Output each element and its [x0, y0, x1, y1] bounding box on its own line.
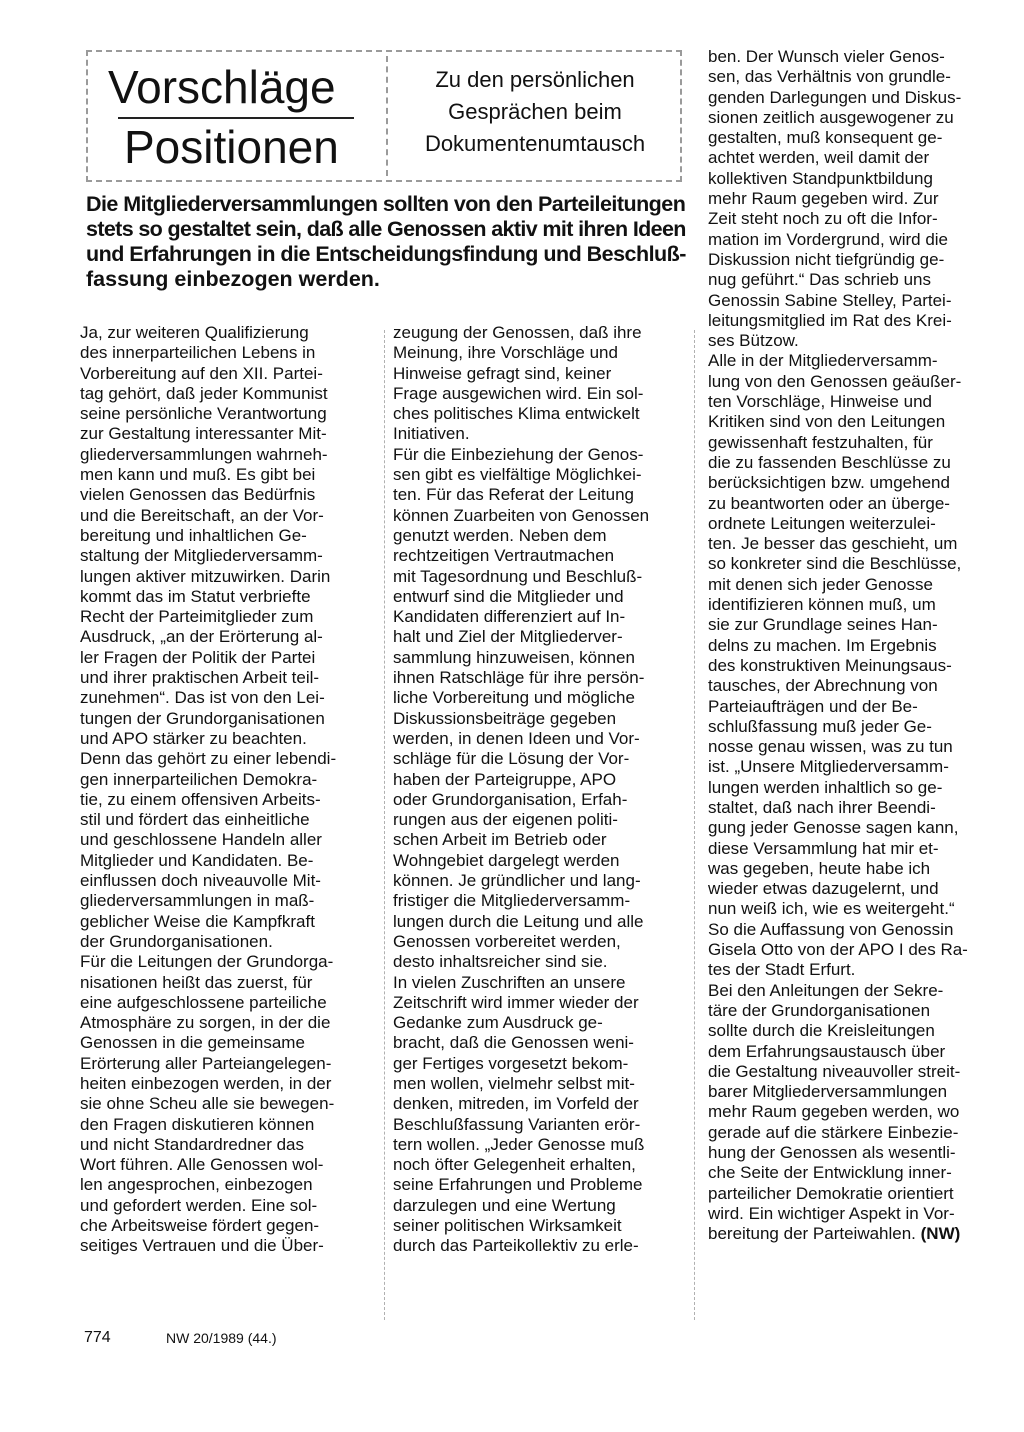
text-line: Hinweise gefragt sind, keiner [393, 363, 612, 383]
text-line: Recht der Parteimitglieder zum [80, 607, 314, 627]
text-line: denken, mitreden, im Vorfeld der [393, 1094, 639, 1114]
text-line: und nicht Standardredner das [80, 1134, 304, 1154]
text-line: hung der Genossen als wesentli- [708, 1143, 956, 1163]
text-line: und gefordert werden. Eine sol- [80, 1195, 318, 1215]
text-line: zunehmen“. Das ist von den Lei- [80, 688, 325, 708]
text-line: Diskussionsbeiträge gegeben [393, 708, 617, 728]
text-line: haben der Parteigruppe, APO [393, 769, 617, 789]
text-line: mehr Raum gegeben wird. Zur [708, 189, 939, 209]
text-line: In vielen Zuschriften an unsere [393, 972, 626, 992]
text-line: ses Bützow. [708, 331, 799, 351]
text-line: durch das Parteikollektiv zu erle- [393, 1236, 639, 1256]
text-line: liche Vorbereitung und mögliche [393, 688, 635, 708]
subtitle [390, 64, 680, 160]
text-line: zu beantworten oder an überge- [708, 493, 950, 513]
text-line: Initiativen. [393, 424, 470, 444]
text-line: lungen aktiver mitzuwirken. Darin [80, 566, 331, 586]
text-line: nosse genau wissen, was zu tun [708, 737, 953, 757]
text-line: Gisela Otto von der APO I des Ra- [708, 940, 968, 960]
text-line: ihnen Ratschläge für ihre persön- [393, 668, 645, 688]
text-line: len angesprochen, einbezogen [80, 1175, 313, 1195]
text-line: schen Arbeit im Betrieb oder [393, 830, 607, 850]
text-line: wird. Ein wichtiger Aspekt in Vor- [708, 1203, 955, 1223]
text-line: seiner politischen Wirksamkeit [393, 1216, 622, 1236]
text-line: können. Je gründlicher und lang- [393, 871, 641, 891]
text-line: lungen durch die Leitung und alle [393, 911, 644, 931]
text-line: Genossin Sabine Stelley, Partei- [708, 290, 952, 310]
text-line: Für die Leitungen der Grundorga- [80, 952, 334, 972]
text-line: gerade auf die stärkere Einbezie- [708, 1122, 959, 1142]
text-line: können Zuarbeiten von Genossen [393, 505, 650, 525]
text-line: nug geführt.“ Das schrieb uns [708, 270, 932, 290]
text-line: Vorbereitung auf den XII. Partei- [80, 363, 323, 383]
text-line: so konkreter sind die Beschlüsse, [708, 554, 962, 574]
subtitle-line: Gesprächen beim [448, 99, 622, 124]
text-line: lungen werden inhaltlich so ge- [708, 777, 943, 797]
text-line: tern wollen. „Jeder Genosse muß [393, 1134, 645, 1154]
text-line: ten. Für das Referat der Leitung [393, 485, 634, 505]
text-line: einflussen doch niveauvolle Mit- [80, 871, 321, 891]
title-rule [118, 117, 354, 119]
text-line: Zeit steht noch zu oft die Infor- [708, 209, 938, 229]
text-line: mit denen sich jeder Genosse [708, 574, 933, 594]
text-line: zeugung der Genossen, daß ihre [393, 323, 642, 342]
text-line: achtet werden, weil damit der [708, 148, 930, 168]
text-line: sammlung hinzuweisen, können [393, 647, 635, 667]
text-line: was gegeben, heute habe ich [708, 858, 931, 878]
column-1 [80, 323, 375, 1257]
text-line: Genossen in die gemeinsame [80, 1033, 305, 1053]
text-line: lung von den Genossen geäußer- [708, 371, 962, 391]
text-line: Parteiaufträgen und der Be- [708, 696, 918, 716]
text-line: eine aufgeschlossene parteiliche [80, 992, 327, 1012]
text-line: ches politisches Klima entwickelt [393, 404, 640, 424]
column-rule-2 [694, 330, 695, 1320]
text-line: delns zu machen. Im Ergebnis [708, 635, 937, 655]
text-line: rungen aus der eigenen politi- [393, 810, 618, 830]
text-line: Denn das gehört zu einer lebendi- [80, 749, 337, 769]
text-line: ordnete Leitungen weiterzulei- [708, 513, 936, 533]
text-line: seitiges Vertrauen und die Über- [80, 1236, 324, 1256]
text-line: Erörterung aller Parteiangelegen- [80, 1053, 332, 1073]
text-line: staltung der Mitgliederversamm- [80, 546, 323, 566]
text-line: ist. „Unsere Mitgliederversamm- [708, 757, 949, 777]
text-line: mehr Raum gegeben werden, wo [708, 1102, 960, 1122]
text-line: bracht, daß die Genossen weni- [393, 1033, 634, 1053]
text-line: rechtzeitigen Vertrautmachen [393, 546, 615, 566]
text-line: berücksichtigen bzw. umgehend [708, 473, 950, 493]
text-line: und geschlossene Handeln aller [80, 830, 322, 850]
text-line: bereitung und inhaltlichen Ge- [80, 525, 307, 545]
title-line-2: Positionen [124, 121, 339, 173]
subtitle-line: Zu den persönlichen [435, 67, 635, 92]
text-line: gewissenhaft festzuhalten, für [708, 432, 933, 452]
text-line: barer Mitgliederversammlungen [708, 1082, 948, 1102]
text-line: sionen zeitlich ausgewogener zu [708, 107, 954, 127]
text-line: und ihrer praktischen Arbeit teil- [80, 668, 320, 688]
text-line: und APO stärker zu beachten. [80, 728, 307, 748]
text-line: des konstruktiven Meinungsaus- [708, 655, 952, 675]
column-2 [393, 323, 685, 1257]
text-line: parteilicher Demokratie orientiert [708, 1183, 954, 1203]
text-line: seine persönliche Verantwortung [80, 404, 327, 424]
text-line: Zeitschrift wird immer wieder der [393, 992, 639, 1012]
text-line: gestalten, muß konsequent ge- [708, 128, 943, 148]
text-line: Atmosphäre zu sorgen, in der die [80, 1013, 331, 1033]
text-line: kommt das im Statut verbriefte [80, 586, 311, 606]
text-line: halt und Ziel der Mitgliederver- [393, 627, 623, 647]
text-line: men wollen, vielmehr selbst mit- [393, 1073, 635, 1093]
text-line: nun weiß ich, wie es weitergeht.“ [708, 899, 955, 919]
text-line: genutzt werden. Neben dem [393, 525, 607, 545]
text-line: kollektiven Standpunktbildung [708, 168, 933, 188]
text-line: men kann und muß. Es gibt bei [80, 465, 316, 485]
text-line: diese Versammlung hat mir et- [708, 838, 939, 858]
text-line: Diskussion nicht tiefgründig ge- [708, 249, 945, 269]
text-line: der Grundorganisationen. [80, 931, 273, 951]
text-line: werden, in denen Ideen und Vor- [393, 728, 640, 748]
column-3 [708, 47, 998, 1245]
text-line: noch öfter Gelegenheit erhalten, [393, 1155, 636, 1175]
text-line: schläge für die Lösung der Vor- [393, 749, 630, 769]
text-line: sen gibt es vielfältige Möglichkei- [393, 465, 642, 485]
text-line: Für die Einbeziehung der Genos- [393, 444, 644, 464]
text-line: Meinung, ihre Vorschläge und [393, 343, 618, 363]
text-line: Ausdruck, „an der Erörterung al- [80, 627, 323, 647]
text-line: sollte durch die Kreisleitungen [708, 1021, 935, 1041]
text-line: bereitung der Parteiwahlen. (NW) [708, 1224, 961, 1244]
text-line: entwurf sind die Mitglieder und [393, 586, 624, 606]
title-block [88, 52, 388, 180]
text-line: nisationen heißt das zuerst, für [80, 972, 313, 992]
title-divider [386, 56, 388, 176]
text-line: Beschlußfassung Varianten erör- [393, 1114, 641, 1134]
title-box [86, 50, 682, 182]
text-line: gliederversammlungen wahrneh- [80, 444, 328, 464]
text-line: tes der Stadt Erfurt. [708, 960, 856, 980]
text-line: ler Fragen der Politik der Partei [80, 647, 316, 667]
text-line: Frage ausgewichen wird. Ein sol- [393, 383, 644, 403]
text-line: und die Bereitschaft, an der Vor- [80, 505, 324, 525]
text-line: Alle in der Mitgliederversamm- [708, 351, 938, 371]
text-line: des innerparteilichen Lebens in [80, 343, 316, 363]
text-line: Wohngebiet dargelegt werden [393, 850, 620, 870]
text-line: che Arbeitsweise fördert gegen- [80, 1216, 320, 1236]
text-line: oder Grundorganisation, Erfah- [393, 789, 628, 809]
text-line: dem Erfahrungsaustausch über [708, 1041, 946, 1061]
text-line: Mitglieder und Kandidaten. Be- [80, 850, 314, 870]
text-line: die zu fassenden Beschlüsse zu [708, 452, 951, 472]
text-line: So die Auffassung von Genossin [708, 919, 954, 939]
text-line: die Gestaltung niveauvoller streit- [708, 1061, 961, 1081]
text-line: che Seite der Entwicklung inner- [708, 1163, 952, 1183]
text-line: tungen der Grundorganisationen [80, 708, 325, 728]
page-number: 774 [84, 1329, 111, 1346]
text-line: schlußfassung muß jeder Ge- [708, 716, 932, 736]
text-line: Wort führen. Alle Genossen wol- [80, 1155, 324, 1175]
text-line: gliederversammlungen in maß- [80, 891, 315, 911]
subtitle-line: Dokumentenumtausch [424, 131, 646, 156]
lead-line: stets so gestaltet sein, daß alle Genossen aktiv mit ihren Ideen [86, 217, 686, 241]
text-line: vielen Genossen das Bedürfnis [80, 485, 316, 505]
title-line-1: Vorschläge [108, 61, 336, 113]
text-line: ten Vorschläge, Hinweise und [708, 392, 932, 412]
text-line: desto inhaltsreicher sind sie. [393, 952, 608, 972]
text-line: mit Tagesordnung und Beschluß- [393, 566, 643, 586]
text-line: Kandidaten differenziert auf In- [393, 607, 626, 627]
text-line: staltet, daß nach ihrer Beendi- [708, 797, 936, 817]
text-line: sie zur Grundlage seines Han- [708, 615, 938, 635]
text-line: Kritiken sind von den Leitungen [708, 412, 946, 432]
text-line: gung jeder Genosse sagen kann, [708, 818, 959, 838]
text-line: den Fragen diskutieren können [80, 1114, 315, 1134]
text-line: stil und fördert das einheitliche [80, 810, 310, 830]
lead-paragraph [86, 192, 686, 292]
text-line: ten. Je besser das geschieht, um [708, 534, 958, 554]
text-line: identifizieren können muß, um [708, 595, 936, 615]
issue-reference: NW 20/1989 (44.) [166, 1330, 277, 1346]
lead-line: Die Mitgliederversammlungen sollten von den Parteileitungen [86, 192, 686, 216]
text-line: Genossen vorbereitet werden, [393, 931, 621, 951]
text-line: Bei den Anleitungen der Sekre- [708, 980, 944, 1000]
text-line: sie ohne Scheu alle sie bewegen- [80, 1094, 335, 1114]
text-line: leitungsmitglied im Rat des Krei- [708, 310, 952, 330]
text-line: zur Gestaltung interessanter Mit- [80, 424, 327, 444]
text-line: mation im Vordergrund, wird die [708, 229, 949, 249]
text-line: tie, zu einem offensiven Arbeits- [80, 789, 321, 809]
text-line: wieder etwas dazugelernt, und [708, 879, 939, 899]
text-line: seine Erfahrungen und Probleme [393, 1175, 643, 1195]
text-line: Ja, zur weiteren Qualifizierung [80, 323, 309, 342]
text-line: Gedanke zum Ausdruck ge- [393, 1013, 603, 1033]
text-line: fristiger die Mitgliederversamm- [393, 891, 631, 911]
text-line: täre der Grundorganisationen [708, 1000, 931, 1020]
text-line: genden Darlegungen und Diskus- [708, 87, 962, 107]
column-rule-1 [384, 330, 385, 1320]
text-line: tausches, der Abrechnung von [708, 676, 938, 696]
text-line: gen innerparteilichen Demokra- [80, 769, 318, 789]
lead-line: fassung einbezogen werden. [86, 267, 380, 291]
text-line: geblicher Weise die Kampfkraft [80, 911, 315, 931]
lead-line: und Erfahrungen in die Entscheidungsfindung und Beschluß- [86, 242, 686, 266]
text-line: tag gehört, daß jeder Kommunist [80, 383, 328, 403]
text-line: sen, das Verhältnis von grundle- [708, 67, 951, 87]
text-line: ger Fertiges vorgesetzt bekom- [393, 1053, 629, 1073]
text-line: darzulegen und eine Wertung [393, 1195, 616, 1215]
text-line: ben. Der Wunsch vieler Genos- [708, 47, 945, 66]
author-signature: (NW) [920, 1224, 961, 1244]
text-line: heiten einbezogen werden, in der [80, 1073, 332, 1093]
